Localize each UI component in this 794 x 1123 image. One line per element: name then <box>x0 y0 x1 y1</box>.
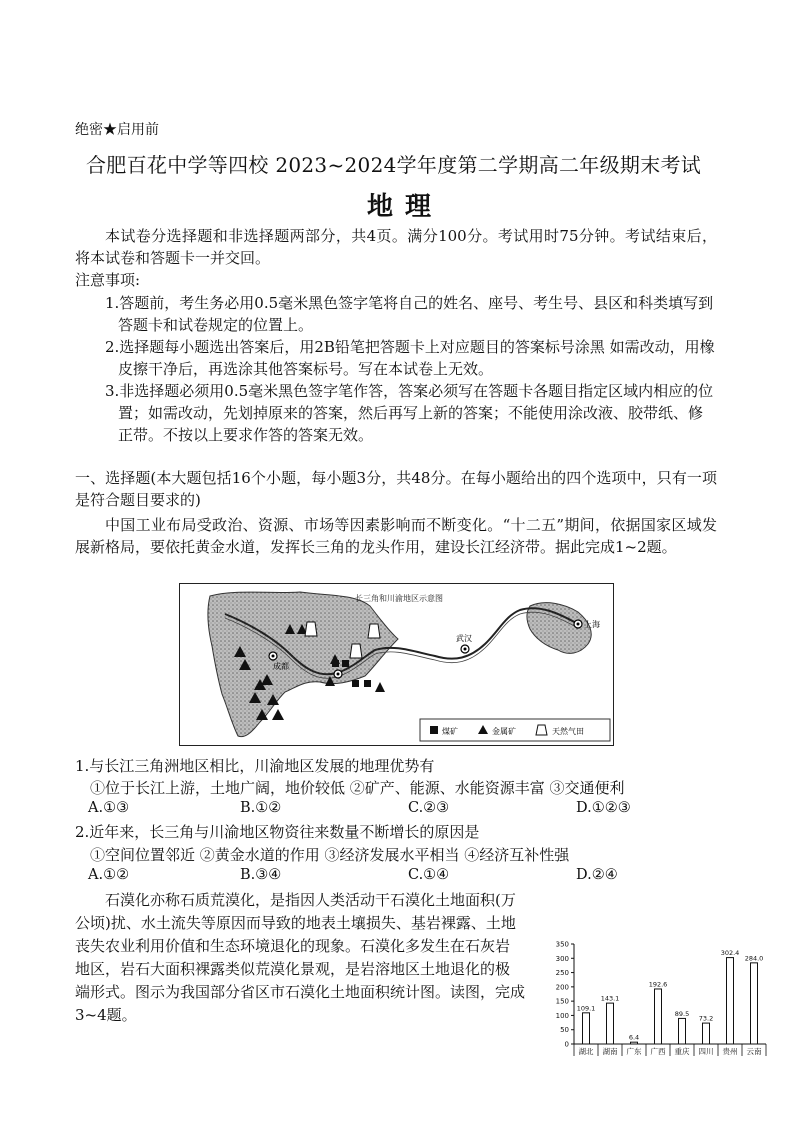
bar-value-label: 302.4 <box>720 949 740 958</box>
x-tick-label: 湖北 <box>578 1047 594 1056</box>
passage-2-line-1: 石漠化亦称石质荒漠化，是指因人类活动干石漠化土地面积(万 <box>105 891 516 909</box>
q1-option-d[interactable]: D.①②③ <box>576 800 631 816</box>
legend-gas-symbol <box>536 725 547 735</box>
passage-2-line-5: 端形式。图示为我国部分省区市石漠化土地面积统计图。读图，完成 <box>75 983 526 1001</box>
passage-2-line-6: 3~4题。 <box>75 1006 137 1024</box>
note-1: 1.答题前，考生务必用0.5毫米黑色签字笔将自己的姓名、座号、考生号、县区和科类填写到答题卡和试卷规定的位置上。 <box>105 294 714 334</box>
chengdu-label: 成都 <box>273 662 289 671</box>
q2-option-a[interactable]: A.①② <box>88 867 130 883</box>
x-tick-label: 贵州 <box>722 1047 738 1056</box>
chart-svg <box>552 936 774 1064</box>
yangtze-map <box>179 583 614 746</box>
x-tick-label: 湖南 <box>602 1047 618 1056</box>
map-svg <box>180 584 614 746</box>
y-tick-label: 150 <box>555 997 569 1006</box>
exam-title: 合肥百花中学等四校 2023~2024学年度第二学期高二年级期末考试 <box>86 153 702 177</box>
y-tick-label: 50 <box>560 1026 569 1035</box>
bar-value-label: 109.1 <box>576 1004 596 1013</box>
bar-value-label: 73.2 <box>698 1014 714 1023</box>
q1-stem: 1.与长江三角洲地区相比，川渝地区发展的地理优势有 <box>75 757 435 775</box>
y-tick-label: 250 <box>555 969 569 978</box>
note-2: 2.选择题每小题选出答案后，用2B铅笔把答题卡上对应题目的答案标号涂黑 如需改动，用橡皮擦干净后，再选涂其他答案标号。写在本试卷上无效。 <box>105 338 715 378</box>
x-axis <box>574 1044 766 1056</box>
section-heading: 一、选择题(本大题包括16个小题，每小题3分，共48分。在每小题给出的四个选项中，只有一项是符合题目要求的) <box>75 469 717 509</box>
intro-paragraph: 本试卷分选择题和非选择题两部分，共4页。满分100分。考试用时75分钟。考试结束后，将本试卷和答题卡一并交回。 <box>75 227 717 267</box>
y-tick-label: 0 <box>564 1040 569 1049</box>
bar-value-label: 143.1 <box>600 994 620 1003</box>
y-axis <box>556 941 574 1049</box>
y-tick-label: 100 <box>555 1011 569 1020</box>
x-tick-label: 四川 <box>698 1047 714 1056</box>
rocky-desertification-chart <box>552 936 774 1064</box>
legend-gas-label: 天然气田 <box>552 727 584 736</box>
passage-2-line-3: 丧失农业利用价值和生态环境退化的现象。石漠化多发生在石灰岩 <box>75 937 511 955</box>
q2-option-d[interactable]: D.②④ <box>576 867 618 883</box>
wuhan-label: 武汉 <box>456 634 472 643</box>
bar-8 <box>751 963 758 1044</box>
passage-2-line-2: 公顷)扰、水土流失等原因而导致的地表土壤损失、基岩裸露、土地 <box>75 914 516 932</box>
q1-option-a[interactable]: A.①③ <box>88 800 130 816</box>
legend-coal-symbol <box>430 726 438 734</box>
confidential-mark: 绝密★启用前 <box>75 122 159 138</box>
legend-metal-label: 金属矿 <box>492 727 516 736</box>
notes-list <box>105 292 717 446</box>
q1-option-b[interactable]: B.①② <box>240 800 282 816</box>
q2-option-c[interactable]: C.①④ <box>408 867 450 883</box>
q1-option-c[interactable]: C.②③ <box>408 800 450 816</box>
bar-value-label: 284.0 <box>744 954 764 963</box>
subject-title: 地理 <box>367 192 444 222</box>
passage-2-line-4: 地区，岩石大面积裸露类似荒漠化景观，是岩溶地区土地退化的极 <box>75 960 511 978</box>
bar-2 <box>607 1003 614 1044</box>
bar-value-label: 192.6 <box>648 980 668 989</box>
bar-5 <box>679 1018 686 1044</box>
note-3: 3.非选择题必须用0.5毫米黑色签字笔作答，答案必须写在答题卡各题目指定区域内相应的位置；如需改动，先划掉原来的答案，然后再写上新的答案；不能使用涂改液、胶带纸、修正带。不按以上要求作答的答案无效。 <box>105 382 714 444</box>
bar-1 <box>583 1013 590 1044</box>
bar-7 <box>727 958 734 1044</box>
q2-stem: 2.近年来，长三角与川渝地区物资往来数量不断增长的原因是 <box>75 823 480 841</box>
bar-6 <box>703 1023 710 1044</box>
x-tick-label: 广东 <box>626 1047 642 1056</box>
notes-title: 注意事项: <box>75 271 141 289</box>
legend-coal-label: 煤矿 <box>442 727 458 736</box>
q1-items: ①位于长江上游，土地广阔，地价较低 ②矿产、能源、水能资源丰富 ③交通便利 <box>90 779 625 797</box>
bar-4 <box>655 989 662 1044</box>
y-tick-label: 300 <box>555 954 569 963</box>
yangtze-delta-region <box>527 603 591 654</box>
passage-1: 中国工业布局受政治、资源、市场等因素影响而不断变化。“十二五”期间，依据国家区域发展新格局，要依托黄金水道，发挥长三角的龙头作用，建设长江经济带。据此完成1~2题。 <box>75 516 717 556</box>
map-title: 长三角和川渝地区示意图 <box>355 594 443 603</box>
q2-items: ①空间位置邻近 ②黄金水道的作用 ③经济发展水平相当 ④经济互补性强 <box>90 846 570 864</box>
x-tick-label: 广西 <box>650 1047 666 1056</box>
y-tick-label: 350 <box>555 940 569 949</box>
shanghai-label: 上海 <box>584 620 600 629</box>
q2-option-b[interactable]: B.③④ <box>240 867 282 883</box>
x-tick-label: 云南 <box>746 1047 762 1056</box>
bar-value-label: 89.5 <box>674 1009 690 1018</box>
bars <box>577 949 764 1044</box>
y-tick-label: 200 <box>555 983 569 992</box>
bar-value-label: 6.4 <box>628 1033 640 1042</box>
x-tick-label: 重庆 <box>674 1047 690 1056</box>
